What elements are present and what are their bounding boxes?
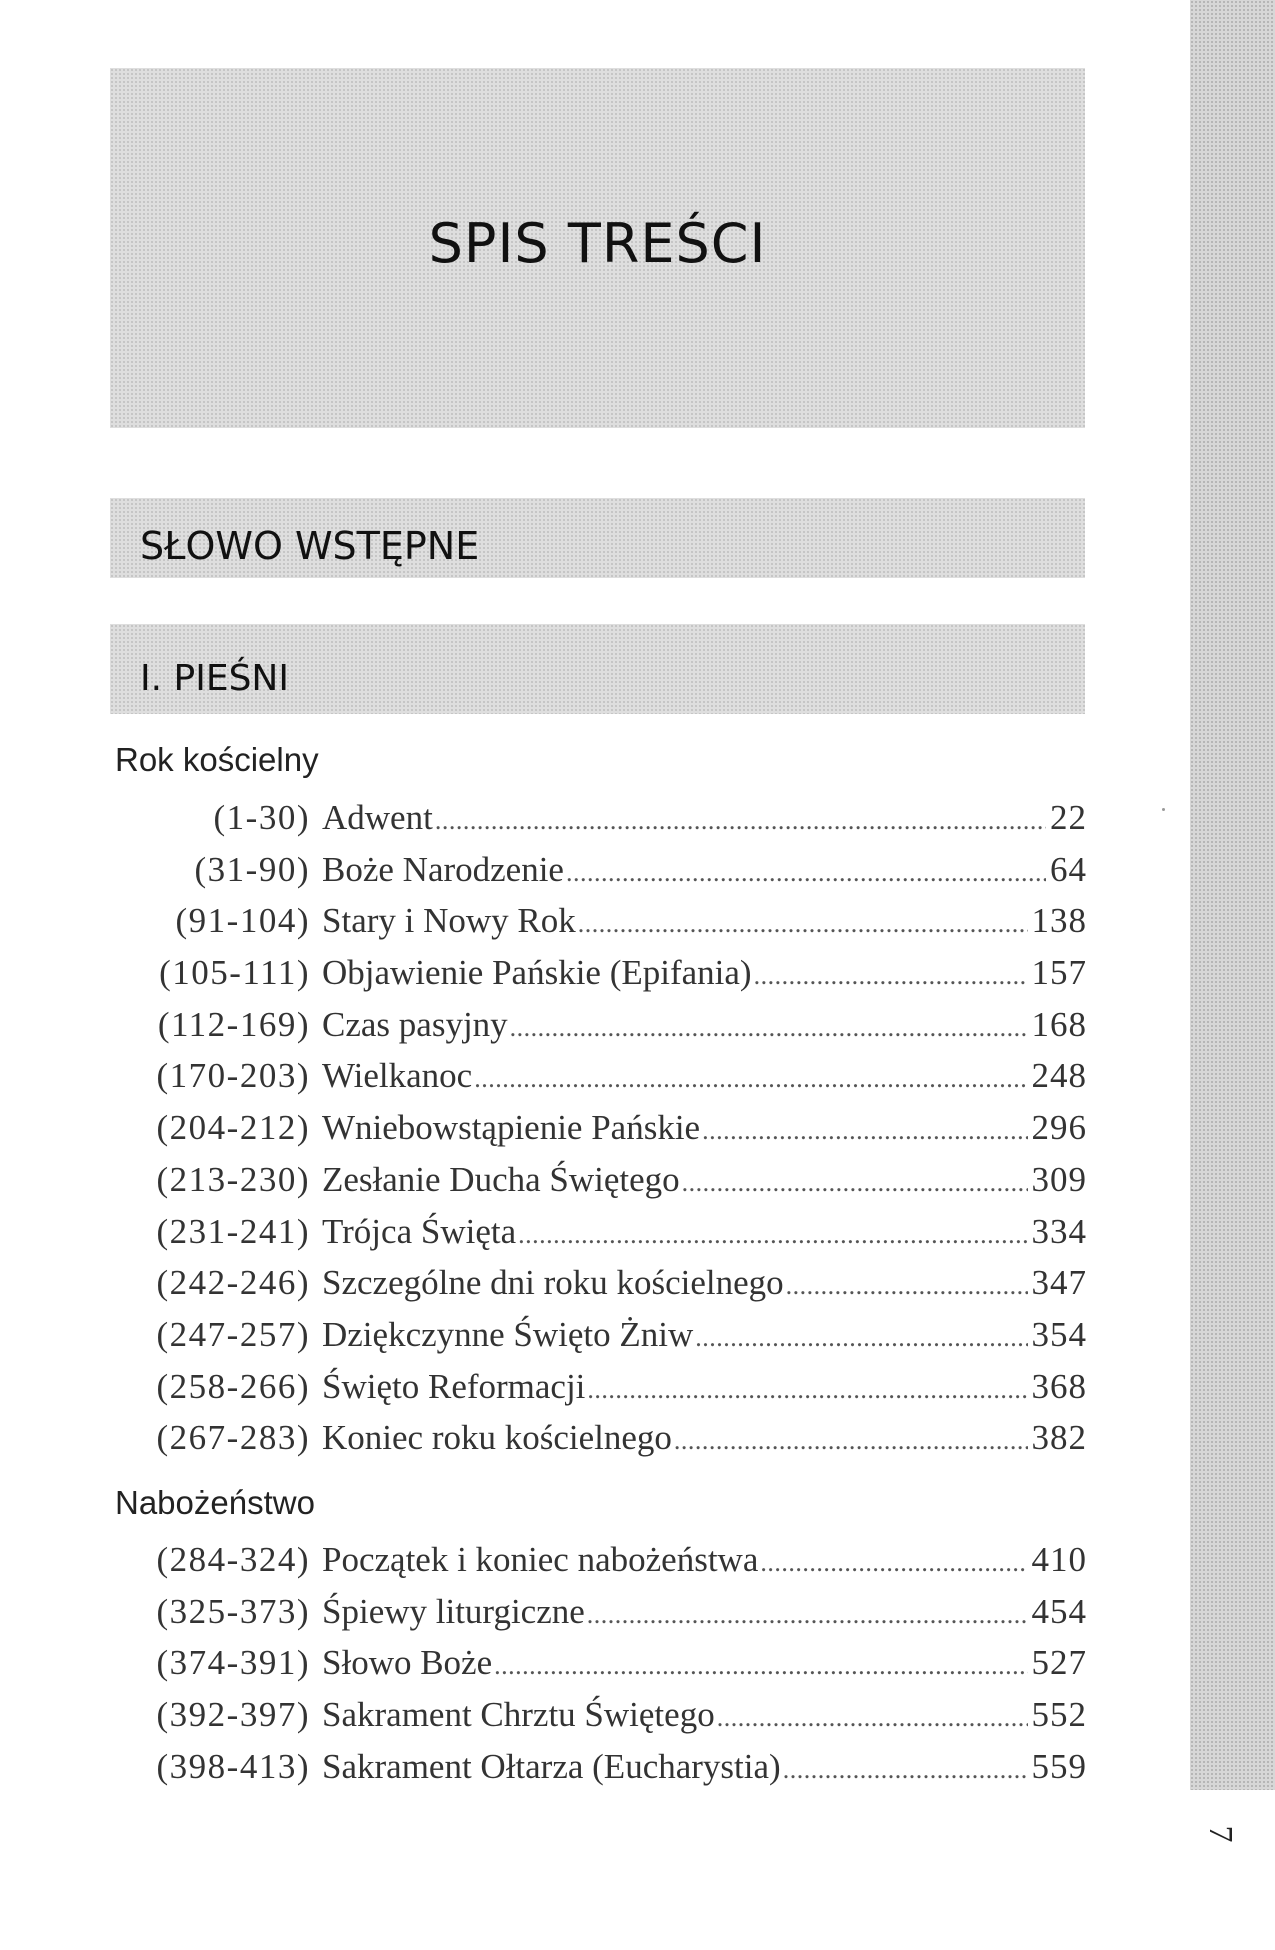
toc-entry[interactable] <box>0 1540 1275 1592</box>
toc-title: Zesłanie Ducha Świętego <box>322 1159 680 1199</box>
toc-range: (112-169) <box>157 1004 310 1044</box>
toc-range: (247-257) <box>156 1314 310 1354</box>
toc-entry[interactable] <box>0 1108 1275 1160</box>
toc-range: (284-324) <box>156 1540 310 1579</box>
toc-entry[interactable] <box>0 1367 1275 1419</box>
dot-leader <box>474 1064 1027 1094</box>
section-foreword <box>110 498 1085 578</box>
group-heading-church-year: Rok kościelny <box>115 741 319 778</box>
toc-entry[interactable] <box>0 1263 1275 1315</box>
toc-page: 168 <box>1031 1004 1087 1044</box>
toc-range: (91-104) <box>175 901 310 941</box>
toc-title: Śpiewy liturgiczne <box>322 1591 585 1631</box>
toc-entry[interactable] <box>0 1592 1275 1644</box>
toc-entry[interactable] <box>0 1643 1275 1695</box>
dot-leader <box>783 1755 1028 1785</box>
toc-page: 347 <box>1031 1263 1087 1303</box>
toc-page: 157 <box>1031 953 1087 993</box>
toc-title: Stary i Nowy Rok <box>322 901 576 941</box>
dot-leader <box>566 858 1046 888</box>
toc-range: (325-373) <box>156 1591 310 1631</box>
toc-title: Objawienie Pańskie (Epifania) <box>322 953 752 993</box>
dot-leader <box>717 1703 1028 1733</box>
dot-leader <box>435 806 1046 836</box>
dot-leader <box>587 1600 1028 1630</box>
toc-entry[interactable] <box>0 1005 1275 1057</box>
toc-range: (213-230) <box>156 1159 310 1199</box>
toc-list-service <box>0 1540 1275 1798</box>
section-songs <box>110 624 1085 714</box>
dot-leader <box>754 961 1028 991</box>
group-heading-service: Nabożeństwo <box>115 1484 315 1521</box>
toc-page: 382 <box>1031 1418 1087 1458</box>
dot-leader <box>587 1375 1027 1405</box>
dot-leader <box>518 1220 1027 1250</box>
toc-entry[interactable] <box>0 1747 1275 1799</box>
toc-page: 552 <box>1031 1695 1087 1735</box>
toc-range: (1-30) <box>213 798 310 837</box>
dot-leader <box>578 909 1028 939</box>
toc-page: 527 <box>1031 1643 1087 1683</box>
toc-list-church-year <box>0 798 1275 1470</box>
dot-leader <box>702 1116 1027 1146</box>
toc-title: Wniebowstąpienie Pańskie <box>322 1108 701 1148</box>
dot-leader <box>695 1323 1027 1353</box>
toc-range: (374-391) <box>156 1643 310 1683</box>
dot-leader <box>674 1426 1028 1456</box>
toc-page: 309 <box>1031 1159 1087 1199</box>
toc-title: Szczególne dni roku kościelnego <box>322 1263 784 1303</box>
toc-range: (204-212) <box>156 1108 310 1148</box>
toc-title: Słowo Boże <box>322 1643 493 1683</box>
page-title: SPIS TREŚCI <box>428 211 767 275</box>
toc-entry[interactable] <box>0 1695 1275 1747</box>
toc-range: (31-90) <box>194 849 310 889</box>
toc-range: (170-203) <box>156 1056 310 1096</box>
toc-range: (231-241) <box>156 1211 310 1251</box>
toc-page: 559 <box>1031 1746 1087 1786</box>
toc-entry[interactable] <box>0 953 1275 1005</box>
toc-page: 22 <box>1050 798 1087 837</box>
toc-title: Początek i koniec nabożeństwa <box>322 1540 759 1579</box>
toc-page: 334 <box>1031 1211 1087 1251</box>
toc-range: (242-246) <box>156 1263 310 1303</box>
toc-entry[interactable] <box>0 798 1275 850</box>
toc-range: (258-266) <box>156 1366 310 1406</box>
dot-leader <box>682 1168 1028 1198</box>
toc-title: Dziękczynne Święto Żniw <box>322 1314 694 1354</box>
dot-leader <box>510 1013 1028 1043</box>
toc-title: Sakrament Chrztu Świętego <box>322 1695 715 1735</box>
toc-entry[interactable] <box>0 1056 1275 1108</box>
dot-leader <box>760 1548 1027 1578</box>
section-songs-label: I. PIEŚNI <box>140 658 289 699</box>
toc-title: Wielkanoc <box>322 1056 473 1096</box>
toc-range: (267-283) <box>156 1418 310 1458</box>
toc-page: 248 <box>1031 1056 1087 1096</box>
title-banner <box>110 68 1085 428</box>
toc-entry[interactable] <box>0 901 1275 953</box>
toc-title: Czas pasyjny <box>322 1004 508 1044</box>
toc-page: 296 <box>1031 1108 1087 1148</box>
toc-entry[interactable] <box>0 1315 1275 1367</box>
toc-title: Trójca Święta <box>322 1211 517 1251</box>
dot-leader <box>494 1651 1027 1681</box>
toc-range: (392-397) <box>156 1695 310 1735</box>
toc-title: Sakrament Ołtarza (Eucharystia) <box>322 1746 781 1786</box>
toc-title: Adwent <box>322 798 433 837</box>
toc-range: (105-111) <box>159 953 310 993</box>
toc-page: 138 <box>1031 901 1087 941</box>
toc-title: Boże Narodzenie <box>322 849 564 889</box>
toc-page: 368 <box>1031 1366 1087 1406</box>
toc-page: 354 <box>1031 1314 1087 1354</box>
toc-entry[interactable] <box>0 1212 1275 1264</box>
toc-entry[interactable] <box>0 850 1275 902</box>
toc-entry[interactable] <box>0 1418 1275 1470</box>
toc-entry[interactable] <box>0 1160 1275 1212</box>
toc-page: 410 <box>1031 1540 1087 1579</box>
section-foreword-label: SŁOWO WSTĘPNE <box>140 524 480 568</box>
toc-page: 454 <box>1031 1591 1087 1631</box>
toc-title: Święto Reformacji <box>322 1366 586 1406</box>
page-number: 7 <box>1202 1825 1239 1843</box>
toc-range: (398-413) <box>156 1746 310 1786</box>
toc-page: 64 <box>1050 849 1087 889</box>
dot-leader <box>786 1271 1028 1301</box>
toc-title: Koniec roku kościelnego <box>322 1418 672 1458</box>
